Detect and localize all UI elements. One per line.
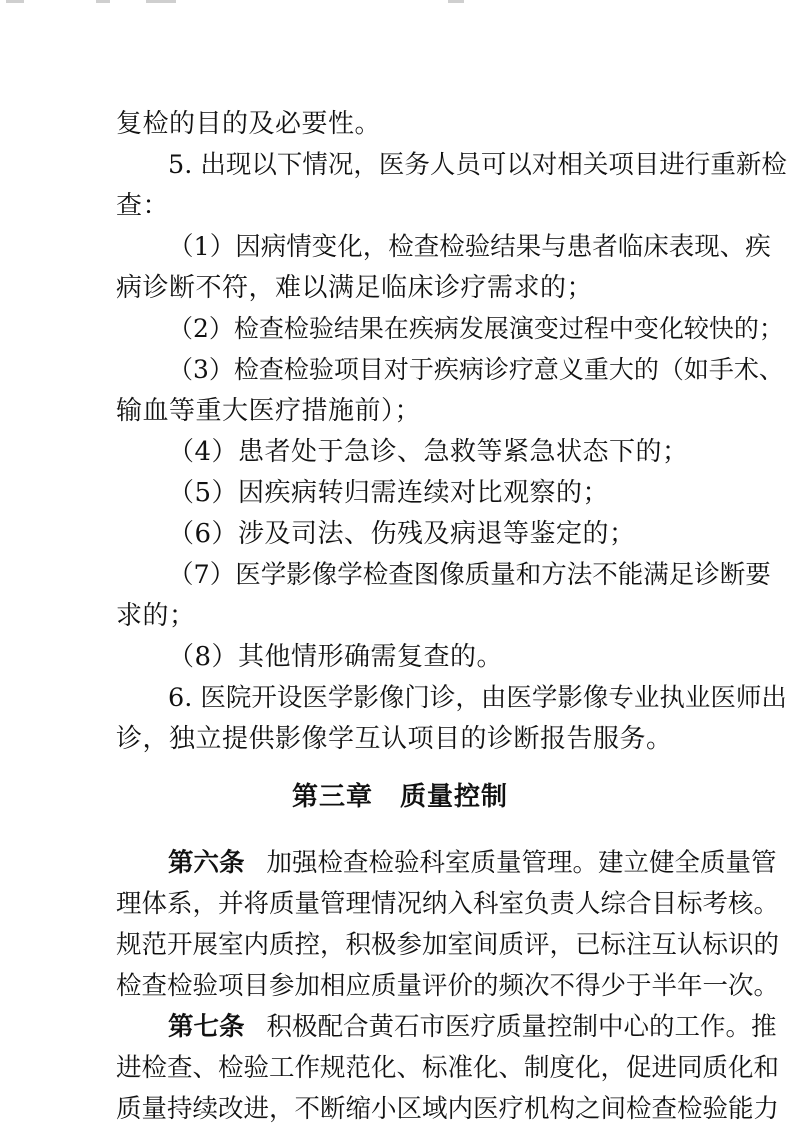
scan-mark [6, 0, 24, 3]
text-line: 理体系，并将质量管理情况纳入科室负责人综合目标考核。 [116, 889, 780, 919]
text-line: 诊，独立提供影像学互认项目的诊断报告服务。 [116, 724, 673, 754]
list-item-sub8: （8）其他情形确需复查的。 [168, 642, 504, 672]
list-item-sub1: （1）因病情变化，检查检验结果与患者临床表现、疾 [168, 232, 771, 262]
text-line: 病诊断不符，难以满足临床诊疗需求的； [116, 273, 594, 303]
list-item-sub6: （6）涉及司法、伤残及病退等鉴定的； [168, 519, 636, 549]
list-item-sub3: （3）检查检验项目对于疾病诊疗意义重大的（如手术、 [168, 355, 784, 384]
list-item-sub2: （2）检查检验结果在疾病发展演变过程中变化较快的； [168, 314, 784, 343]
scan-mark [96, 0, 110, 3]
list-item-sub5: （5）因疾病转归需连续对比观察的； [168, 478, 610, 508]
article-6-text: 加强检查检验科室质量管理。建立健全质量管 [266, 848, 777, 878]
list-item-sub7: （7）医学影像学检查图像质量和方法不能满足诊断要 [168, 560, 771, 590]
scan-mark [146, 0, 176, 3]
list-item-6: 6. 医院开设医学影像门诊，由医学影像专业执业医师出 [168, 683, 787, 713]
text-line: 质量持续改进，不断缩小区域内医疗机构之间检查检验能力 [116, 1094, 780, 1124]
article-7-text: 积极配合黄石市医疗质量控制中心的工作。推 [266, 1012, 777, 1042]
text-line: 规范开展室内质控，积极参加室间质评，已标注互认标识的 [116, 930, 780, 960]
chapter-heading: 第三章 质量控制 [291, 782, 508, 812]
article-7-label: 第七条 [168, 1012, 245, 1042]
scan-mark [448, 0, 464, 3]
article-6-label: 第六条 [168, 848, 245, 878]
text-line: 复检的目的及必要性。 [116, 109, 382, 139]
text-line: 检查检验项目参加相应质量评价的频次不得少于半年一次。 [116, 971, 780, 1001]
list-item-5: 5. 出现以下情况，医务人员可以对相关项目进行重新检 [168, 150, 787, 180]
text-line: 求的； [116, 601, 196, 631]
text-line: 输血等重大医疗措施前）； [116, 396, 422, 426]
list-item-sub4: （4）患者处于急诊、急救等紧急状态下的； [168, 437, 689, 467]
text-line: 进检查、检验工作规范化、标准化、制度化，促进同质化和 [116, 1053, 780, 1083]
scan-edge-marks [0, 0, 800, 6]
text-line: 查： [116, 191, 170, 221]
